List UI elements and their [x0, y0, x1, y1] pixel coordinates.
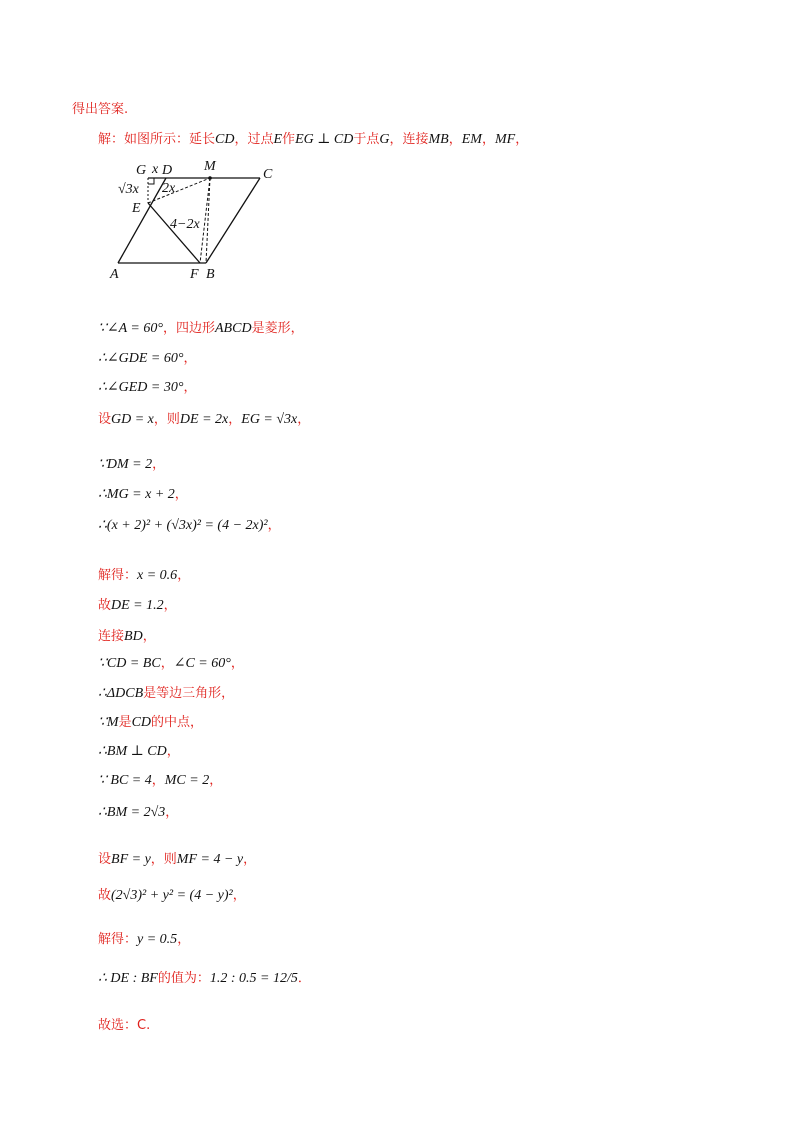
text-segment: 故选：C. [98, 1018, 151, 1033]
line-cb [206, 178, 260, 263]
label-g: G [136, 163, 147, 178]
text-segment: ． [297, 971, 311, 986]
label-sqrt3x: √3x [118, 182, 139, 197]
text-line-l12 [98, 652, 244, 672]
math-expression: ∵∠A = 60° [98, 321, 163, 336]
text-segment: 解得： [98, 568, 138, 583]
text-segment: ， [183, 351, 197, 366]
label-b: B [206, 267, 215, 282]
text-segment: 设 [98, 412, 112, 427]
text-line-l11 [98, 625, 156, 645]
text-line-l4 [98, 376, 196, 396]
text-line-l16 [98, 769, 222, 789]
math-expression: ∵ BC = 4 [98, 773, 152, 788]
math-expression: DE = 1.2 [111, 598, 164, 613]
label-x: x [152, 162, 159, 177]
math-expression: y = 0.5 [137, 932, 178, 947]
math-expression: MC = 2 [164, 773, 210, 788]
math-expression: ∴ΔDCB [98, 686, 144, 701]
text-segment: ， [243, 852, 257, 867]
label-c: C [263, 167, 273, 182]
text-segment: ， [209, 773, 223, 788]
text-segment: ，则 [150, 852, 177, 867]
text-segment: ，则 [153, 412, 180, 427]
text-segment: 是菱形， [251, 321, 304, 336]
text-line-l10 [98, 594, 177, 614]
text-segment: ， [166, 744, 180, 759]
line-ef [148, 203, 200, 263]
math-expression: (2√3)² + y² = (4 − y)² [111, 888, 233, 903]
math-expression: E [273, 132, 283, 147]
text-line-l3 [98, 347, 196, 367]
text-line-l8 [98, 514, 281, 534]
text-segment: ， [515, 132, 529, 147]
math-expression: G [379, 132, 390, 147]
label-2x: 2x [162, 181, 176, 196]
text-segment: ， [230, 656, 244, 671]
rhombus-figure [100, 158, 300, 283]
text-segment: ， [163, 598, 177, 613]
math-expression: MF [494, 132, 516, 147]
text-segment: ， [228, 412, 242, 427]
text-segment: ，连接 [389, 132, 429, 147]
text-segment: 是 [118, 715, 132, 730]
text-segment: 连接 [98, 629, 125, 644]
text-line-l2 [98, 317, 304, 337]
text-line-l9 [98, 564, 190, 584]
math-expression: ∴MG = x + 2 [98, 487, 175, 502]
math-expression: CD [131, 715, 152, 730]
text-segment: 得出答案. [72, 102, 129, 117]
label-a: A [110, 267, 119, 282]
math-expression: ∠C = 60° [173, 656, 231, 671]
text-line-l19 [98, 884, 246, 904]
line-em [148, 178, 210, 203]
label-4-2x: 4−2x [170, 217, 200, 232]
text-segment: 故 [98, 888, 112, 903]
math-expression: MB [428, 132, 449, 147]
math-expression: 1.2 : 0.5 = 12/5 [209, 971, 298, 986]
label-m: M [204, 159, 216, 174]
text-segment: 的中点， [151, 715, 204, 730]
text-line-l22 [98, 1014, 150, 1033]
text-segment: ， [267, 518, 281, 533]
text-segment: ， [151, 773, 165, 788]
text-line-l21 [98, 967, 311, 987]
text-line-l18 [98, 848, 256, 868]
text-segment: ， [152, 457, 166, 472]
label-d: D [162, 163, 173, 178]
text-segment: ， [297, 412, 311, 427]
text-line-l5 [98, 408, 310, 428]
text-segment: ，过点 [234, 132, 274, 147]
label-f: F [190, 267, 199, 282]
text-segment: 于点 [353, 132, 380, 147]
math-expression: ∴(x + 2)² + (√3x)² = (4 − 2x)² [98, 518, 268, 533]
math-expression: ∴BM = 2√3 [98, 805, 166, 820]
text-segment: 解：如图所示：延长 [98, 132, 216, 147]
text-segment: ，四边形 [162, 321, 215, 336]
text-segment: ， [183, 380, 197, 395]
text-line-l20 [98, 928, 190, 948]
math-expression: x = 0.6 [137, 568, 178, 583]
text-segment: 的值为： [157, 971, 210, 986]
text-line-l1 [98, 128, 528, 148]
math-expression: ∵CD = BC [98, 656, 161, 671]
math-expression: MF = 4 − y [176, 852, 244, 867]
text-line-l15 [98, 740, 180, 760]
label-e: E [132, 201, 141, 216]
text-line-l14 [98, 711, 203, 731]
text-line-l7 [98, 483, 188, 503]
text-segment: ， [481, 132, 495, 147]
math-expression: DE = 2x [179, 412, 229, 427]
math-expression: ABCD [215, 321, 252, 336]
text-line-l0 [72, 98, 128, 117]
point-m [208, 176, 212, 180]
math-expression: ∴ DE : BF [98, 971, 158, 986]
math-expression: BD [124, 629, 143, 644]
text-segment: ， [232, 888, 246, 903]
text-line-l6 [98, 453, 165, 473]
math-expression: ∵DM = 2 [98, 457, 153, 472]
text-segment: 作 [282, 132, 296, 147]
math-expression: EM [461, 132, 482, 147]
text-line-l13 [98, 682, 234, 702]
text-segment: ， [448, 132, 462, 147]
text-segment: ， [177, 568, 191, 583]
text-segment: ， [142, 629, 156, 644]
text-segment: ， [165, 805, 179, 820]
geometry-diagram [100, 158, 300, 283]
right-angle-mark [148, 178, 154, 184]
math-expression: ∴∠GED = 30° [98, 380, 184, 395]
text-segment: ， [177, 932, 191, 947]
text-segment: 设 [98, 852, 112, 867]
math-expression: ∵M [98, 715, 119, 730]
math-expression: ∴BM ⊥ CD [98, 744, 167, 759]
math-expression: ∴∠GDE = 60° [98, 351, 184, 366]
math-expression: EG ⊥ CD [295, 132, 354, 147]
math-expression: EG = √3x [241, 412, 298, 427]
text-segment: 是等边三角形， [143, 686, 235, 701]
text-line-l17 [98, 801, 178, 821]
text-segment: 解得： [98, 932, 138, 947]
math-expression: GD = x [111, 412, 154, 427]
math-expression: CD [215, 132, 235, 147]
text-segment: 故 [98, 598, 112, 613]
text-segment: ， [174, 487, 188, 502]
text-segment: ， [160, 656, 174, 671]
math-expression: BF = y [111, 852, 151, 867]
